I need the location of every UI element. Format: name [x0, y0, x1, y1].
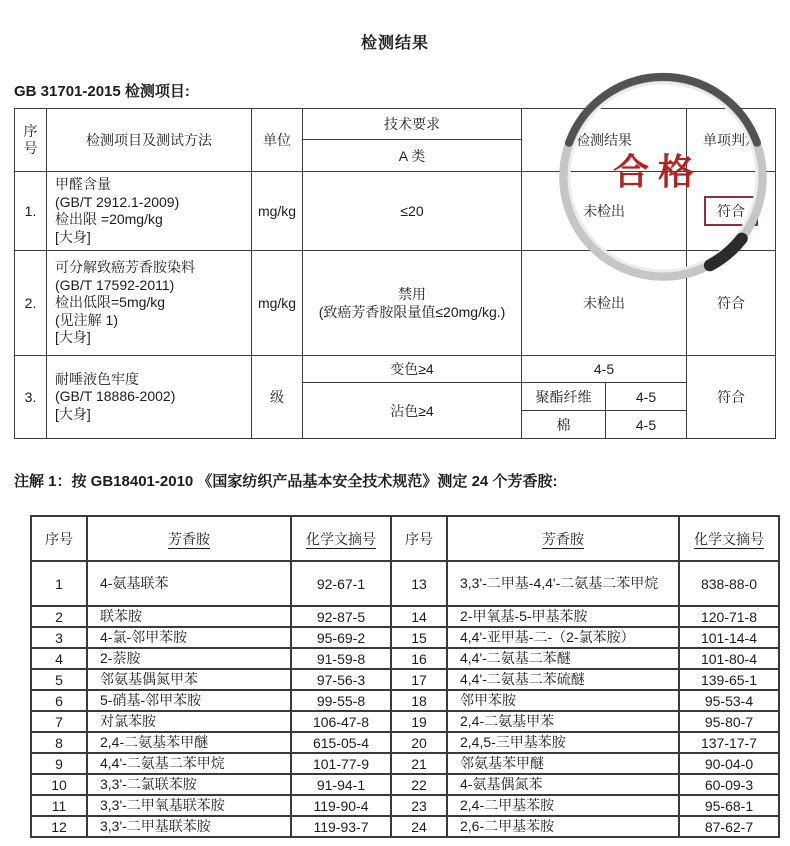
amine-no: 5 — [31, 669, 87, 690]
amine-cas: 95-80-7 — [679, 711, 779, 732]
amine-cas: 119-90-4 — [291, 795, 391, 816]
amine-name: 邻氨基苯甲醚 — [447, 753, 679, 774]
col-header-no: 序号 — [31, 516, 87, 561]
table-row — [31, 690, 779, 711]
table-row — [31, 732, 779, 753]
row-result: 未检出 — [522, 251, 687, 356]
col-header-amine: 芳香胺 — [447, 516, 679, 561]
amine-no: 6 — [31, 690, 87, 711]
amine-name: 5-硝基-邻甲苯胺 — [87, 690, 291, 711]
amine-cas: 101-77-9 — [291, 753, 391, 774]
amine-cas: 91-94-1 — [291, 774, 391, 795]
amine-name: 2,4-二氨基甲苯 — [447, 711, 679, 732]
table-row — [31, 669, 779, 690]
amine-no: 16 — [391, 648, 447, 669]
amine-name: 3,3'-二甲基-4,4'-二氨基二苯甲烷 — [447, 561, 679, 606]
amine-no: 3 — [31, 627, 87, 648]
note-line: 注解 1：按 GB18401-2010 《国家纺织产品基本安全技术规范》测定 24 个芳香胺: — [14, 473, 558, 490]
amine-name: 4,4'-二氨基二苯硫醚 — [447, 669, 679, 690]
col-header-no: 序号 — [391, 516, 447, 561]
table-row — [31, 816, 779, 837]
amine-cas: 615-05-4 — [291, 732, 391, 753]
stain-value: 4-5 — [606, 411, 687, 439]
table-row — [15, 251, 776, 356]
amine-no: 13 — [391, 561, 447, 606]
col-header-cas: 化学文摘号 — [679, 516, 779, 561]
amine-name: 邻甲苯胺 — [447, 690, 679, 711]
amine-name: 对氯苯胺 — [87, 711, 291, 732]
row-no: 1. — [15, 172, 47, 251]
stain-material: 聚酯纤维 — [522, 383, 606, 411]
row-item: 耐唾液色牢度 (GB/T 18886-2002) [大身] — [47, 356, 252, 439]
amine-no: 11 — [31, 795, 87, 816]
row-judgment: 符合 — [687, 251, 776, 356]
amine-no: 19 — [391, 711, 447, 732]
amine-cas: 838-88-0 — [679, 561, 779, 606]
table-row — [31, 648, 779, 669]
table-row — [31, 753, 779, 774]
amine-cas: 119-93-7 — [291, 816, 391, 837]
section-heading: GB 31701-2015 检测项目: — [14, 83, 190, 100]
col-header-amine: 芳香胺 — [87, 516, 291, 561]
page-title: 检测结果 — [360, 35, 429, 52]
amine-name: 3,3'-二氯联苯胺 — [87, 774, 291, 795]
amine-name: 2,4-二甲基苯胺 — [447, 795, 679, 816]
row-requirement: ≤20 — [303, 172, 522, 251]
row-requirement-staining: 沾色≥4 — [303, 383, 522, 439]
row-unit: 级 — [252, 356, 303, 439]
row-judgment: 符合 — [687, 356, 776, 439]
amine-name: 4,4'-亚甲基-二-（2-氯苯胺） — [447, 627, 679, 648]
amine-name: 2,4-二氨基苯甲醚 — [87, 732, 291, 753]
amine-name: 2-萘胺 — [87, 648, 291, 669]
amine-no: 14 — [391, 606, 447, 627]
amine-name: 2,6-二甲基苯胺 — [447, 816, 679, 837]
col-header-item: 检测项目及测试方法 — [47, 109, 252, 172]
amine-name: 2,4,5-三甲基苯胺 — [447, 732, 679, 753]
table-row — [31, 606, 779, 627]
row-unit: mg/kg — [252, 172, 303, 251]
table-row — [31, 561, 779, 606]
table-row — [31, 711, 779, 732]
amine-no: 12 — [31, 816, 87, 837]
amine-name: 2-甲氧基-5-甲基苯胺 — [447, 606, 679, 627]
amine-no: 22 — [391, 774, 447, 795]
amine-name: 4-氨基联苯 — [87, 561, 291, 606]
amine-no: 1 — [31, 561, 87, 606]
row-item: 甲醛含量 (GB/T 2912.1-2009) 检出限 =20mg/kg [大身] — [47, 172, 252, 251]
amine-cas: 90-04-0 — [679, 753, 779, 774]
amine-cas: 120-71-8 — [679, 606, 779, 627]
amine-name: 3,3'-二甲氧基联苯胺 — [87, 795, 291, 816]
col-header-judgment: 单项判定 — [687, 109, 776, 172]
col-header-unit: 单位 — [252, 109, 303, 172]
amine-name: 4,4'-二氨基二苯甲烷 — [87, 753, 291, 774]
amine-no: 8 — [31, 732, 87, 753]
amine-no: 23 — [391, 795, 447, 816]
amine-no: 4 — [31, 648, 87, 669]
row-requirement-color-change: 变色≥4 — [303, 356, 522, 383]
amine-no: 21 — [391, 753, 447, 774]
amine-no: 18 — [391, 690, 447, 711]
table-row — [15, 172, 776, 251]
amine-name: 联苯胺 — [87, 606, 291, 627]
amine-name: 邻氨基偶氮甲苯 — [87, 669, 291, 690]
amine-no: 2 — [31, 606, 87, 627]
table-row — [31, 627, 779, 648]
amine-name: 4-氯-邻甲苯胺 — [87, 627, 291, 648]
row-judgment — [687, 172, 776, 251]
col-header-requirement: 技术要求 — [303, 109, 522, 140]
row-item: 可分解致癌芳香胺染料 (GB/T 17592-2011) 检出低限=5mg/kg (见注解 1) [大身] — [47, 251, 252, 356]
col-header-no: 序号 — [15, 109, 47, 172]
amine-cas: 95-69-2 — [291, 627, 391, 648]
amine-no: 20 — [391, 732, 447, 753]
test-items-table — [14, 108, 776, 439]
amine-cas: 99-55-8 — [291, 690, 391, 711]
table-row — [15, 356, 776, 383]
amine-cas: 137-17-7 — [679, 732, 779, 753]
amine-cas: 95-68-1 — [679, 795, 779, 816]
amine-cas: 97-56-3 — [291, 669, 391, 690]
table-row — [31, 795, 779, 816]
amine-cas: 92-67-1 — [291, 561, 391, 606]
row-no: 3. — [15, 356, 47, 439]
amine-cas: 101-14-4 — [679, 627, 779, 648]
col-header-cas: 化学文摘号 — [291, 516, 391, 561]
qualified-stamp-text: 合格 — [613, 151, 704, 192]
row-result: 未检出 — [522, 172, 687, 251]
judgment-stamp-box: 符合 — [704, 196, 758, 226]
amine-name: 4,4'-二氨基二苯醚 — [447, 648, 679, 669]
amine-no: 24 — [391, 816, 447, 837]
amine-cas: 95-53-4 — [679, 690, 779, 711]
row-unit: mg/kg — [252, 251, 303, 356]
amine-cas: 106-47-8 — [291, 711, 391, 732]
row-requirement: 禁用 (致癌芳香胺限量值≤20mg/kg.) — [303, 251, 522, 356]
table-row — [31, 774, 779, 795]
amine-cas: 92-87-5 — [291, 606, 391, 627]
amine-cas: 91-59-8 — [291, 648, 391, 669]
amine-cas: 139-65-1 — [679, 669, 779, 690]
amine-no: 9 — [31, 753, 87, 774]
stain-material: 棉 — [522, 411, 606, 439]
amine-no: 17 — [391, 669, 447, 690]
amine-name: 3,3'-二甲基联苯胺 — [87, 816, 291, 837]
amine-cas: 87-62-7 — [679, 816, 779, 837]
col-header-result: 检测结果 — [522, 109, 687, 172]
row-no: 2. — [15, 251, 47, 356]
stain-value: 4-5 — [606, 383, 687, 411]
aromatic-amines-table — [30, 515, 780, 838]
amine-cas: 60-09-3 — [679, 774, 779, 795]
amine-cas: 101-80-4 — [679, 648, 779, 669]
col-subheader-class-a: A 类 — [303, 140, 522, 172]
amine-no: 15 — [391, 627, 447, 648]
amine-no: 7 — [31, 711, 87, 732]
amine-no: 10 — [31, 774, 87, 795]
amine-name: 4-氨基偶氮苯 — [447, 774, 679, 795]
row-result-color-change: 4-5 — [522, 356, 687, 383]
